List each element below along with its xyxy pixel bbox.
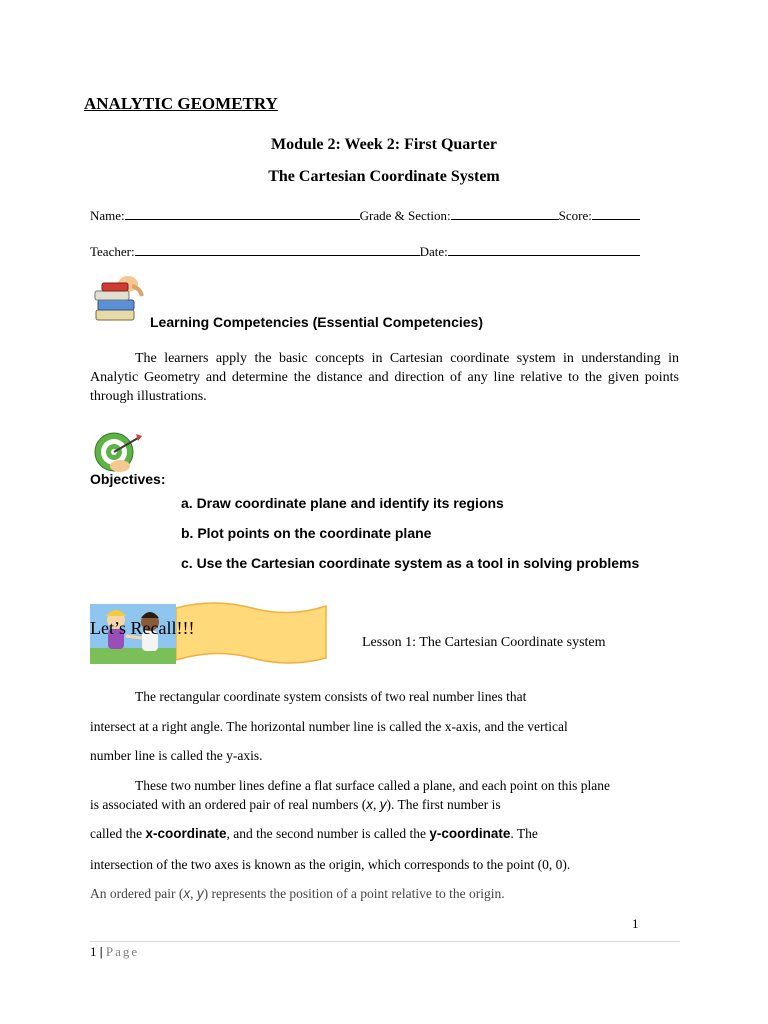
text-fragment: , and the second number is called the (226, 826, 430, 841)
y-variable: y (379, 797, 387, 812)
text-fragment: , (373, 797, 380, 812)
lesson-paragraph-line: intersect at a right angle. The horizontal number line is called the x-axis, and the vertical (90, 719, 568, 734)
competencies-heading: Learning Competencies (Essential Competencies) (150, 314, 483, 330)
y-variable: y (196, 886, 204, 901)
page-number: 1 (632, 916, 639, 931)
grade-section-field[interactable] (451, 208, 559, 220)
text-fragment: An ordered pair ( (90, 886, 184, 901)
x-coordinate-term: x-coordinate (145, 826, 227, 841)
teacher-field[interactable] (135, 244, 420, 256)
teacher-label: Teacher: (90, 244, 135, 259)
name-label: Name: (90, 208, 125, 223)
lesson-heading: The Cartesian Coordinate System (268, 168, 500, 185)
books-icon (92, 272, 144, 324)
teacher-info-line (90, 244, 640, 260)
footer-divider (90, 941, 680, 942)
objective-item: c. Use the Cartesian coordinate system as a tool in solving problems (181, 555, 640, 571)
lesson-paragraph-line: The rectangular coordinate system consists of two real number lines that (135, 689, 527, 704)
name-field[interactable] (125, 208, 360, 220)
lesson-paragraph-line: number line is called the y-axis. (90, 748, 263, 763)
document-title: ANALYTIC GEOMETRY (84, 94, 278, 113)
text-fragment: called the (90, 826, 146, 841)
lesson-paragraph-line (90, 797, 501, 813)
x-variable: x (366, 797, 374, 812)
lesson-paragraph-line (90, 886, 505, 902)
text-fragment: , (190, 886, 197, 901)
objectives-heading: Objectives: (90, 471, 166, 487)
footer-page-num: 1 (90, 944, 97, 959)
objective-item: b. Plot points on the coordinate plane (181, 525, 432, 541)
grade-section-label: Grade & Section: (359, 208, 451, 223)
lesson-paragraph-line (90, 826, 538, 842)
lesson-title: Lesson 1: The Cartesian Coordinate system (362, 635, 606, 650)
date-label: Date: (419, 244, 448, 259)
footer-separator: | (96, 944, 106, 959)
student-info-line (90, 208, 640, 224)
lesson-paragraph-line: intersection of the two axes is known as the origin, which corresponds to the point (0, 0). (90, 857, 571, 872)
x-variable: x (183, 886, 191, 901)
module-heading: Module 2: Week 2: First Quarter (271, 136, 497, 153)
recall-title: Let’s Recall!!! (90, 618, 195, 638)
competencies-body: The learners apply the basic concepts in Cartesian coordinate system in understanding in Analytic Geometry and determine the distance and direction of any line relative to the given points through illustrations. (90, 351, 679, 404)
footer-page-label: Page (105, 944, 140, 959)
recall-banner (174, 600, 329, 666)
date-field[interactable] (448, 244, 640, 256)
score-label: Score: (558, 208, 592, 223)
score-field[interactable] (592, 208, 640, 220)
text-fragment: is associated with an ordered pair of real numbers ( (90, 797, 367, 812)
target-icon (92, 430, 144, 474)
text-fragment: ) represents the position of a point relative to the origin. (203, 886, 505, 901)
text-fragment: ). The first number is (386, 797, 501, 812)
page-footer (90, 944, 139, 960)
text-fragment: . The (510, 826, 538, 841)
y-coordinate-term: y-coordinate (429, 826, 511, 841)
lesson-paragraph-line: These two number lines define a flat surface called a plane, and each point on this plane (135, 778, 610, 793)
objective-item: a. Draw coordinate plane and identify its regions (181, 495, 504, 511)
